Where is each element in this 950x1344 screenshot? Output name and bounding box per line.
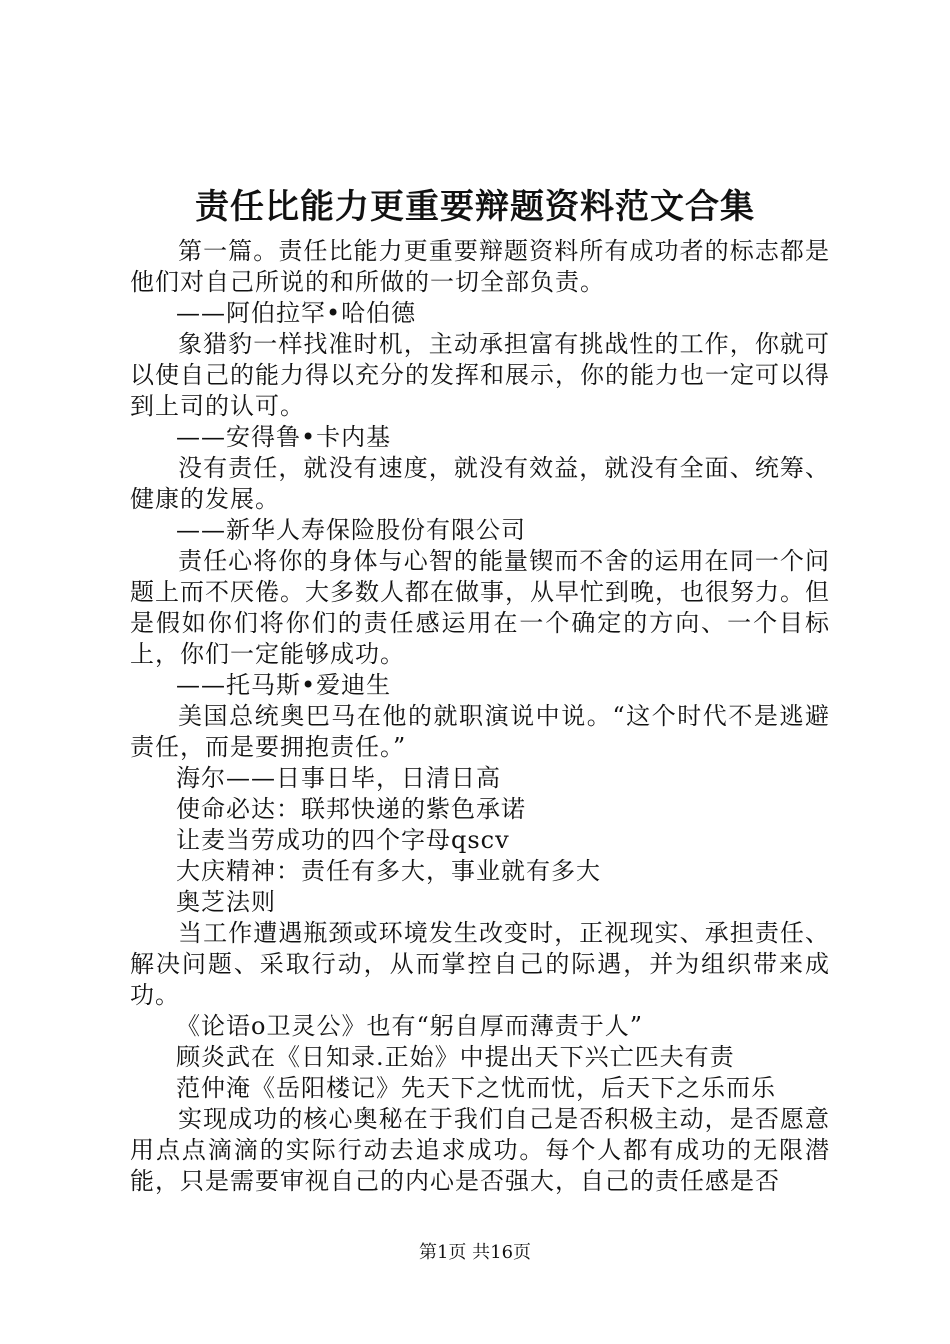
text-line: 海尔——日事日毕，日清日高	[176, 764, 501, 792]
text-line: 使命必达：联邦快递的紫色承诺	[176, 795, 526, 823]
paragraph: 当工作遭遇瓶颈或环境发生改变时，正视现实、承担责任、解决问题、采取行动，从而掌控自己的际遇，并为组织带来成功。	[130, 919, 830, 1009]
quote-attribution: ——新华人寿保险股份有限公司	[176, 516, 526, 544]
paragraph: 美国总统奥巴马在他的就职演说中说。“这个时代不是逃避责任，而是要拥抱责任。”	[130, 702, 830, 761]
text-line: 让麦当劳成功的四个字母qscv	[176, 826, 510, 854]
paragraph: 没有责任，就没有速度，就没有效益，就没有全面、统筹、健康的发展。	[130, 454, 830, 513]
paragraph: 象猎豹一样找准时机，主动承担富有挑战性的工作，你就可以使自己的能力得以充分的发挥和展示，你的能力也一定可以得到上司的认可。	[130, 330, 830, 420]
paragraph: 责任心将你的身体与心智的能量锲而不舍的运用在同一个问题上而不厌倦。大多数人都在做事，从早忙到晚，也很努力。但是假如你们将你们的责任感运用在一个确定的方向、一个目标上，你们一定能够成功。	[130, 547, 830, 668]
quote-attribution: ——阿伯拉罕•哈伯德	[176, 299, 417, 327]
text-line: 奥芝法则	[176, 888, 276, 916]
page-footer: 第1页 共16页	[418, 1242, 532, 1263]
text-line: 大庆精神：责任有多大，事业就有多大	[176, 857, 601, 885]
text-line: 范仲淹《岳阳楼记》先天下之忧而忧，后天下之乐而乐	[176, 1074, 776, 1102]
paragraph: 第一篇。责任比能力更重要辩题资料所有成功者的标志都是他们对自己所说的和所做的一切全部负责。	[130, 237, 830, 296]
document-body	[130, 236, 830, 1197]
quote-attribution: ——托马斯•爱迪生	[176, 671, 392, 699]
document-title: 责任比能力更重要辩题资料范文合集	[195, 187, 755, 227]
paragraph: 实现成功的核心奥秘在于我们自己是否积极主动，是否愿意用点点滴滴的实际行动去追求成功。每个人都有成功的无限潜能，只是需要审视自己的内心是否强大，自己的责任感是否	[130, 1105, 830, 1195]
text-line: 顾炎武在《日知录.正始》中提出天下兴亡匹夫有责	[176, 1043, 735, 1071]
quote-attribution: ——安得鲁•卡内基	[176, 423, 392, 451]
text-line: 《论语o卫灵公》也有“躬自厚而薄责于人”	[176, 1012, 643, 1040]
